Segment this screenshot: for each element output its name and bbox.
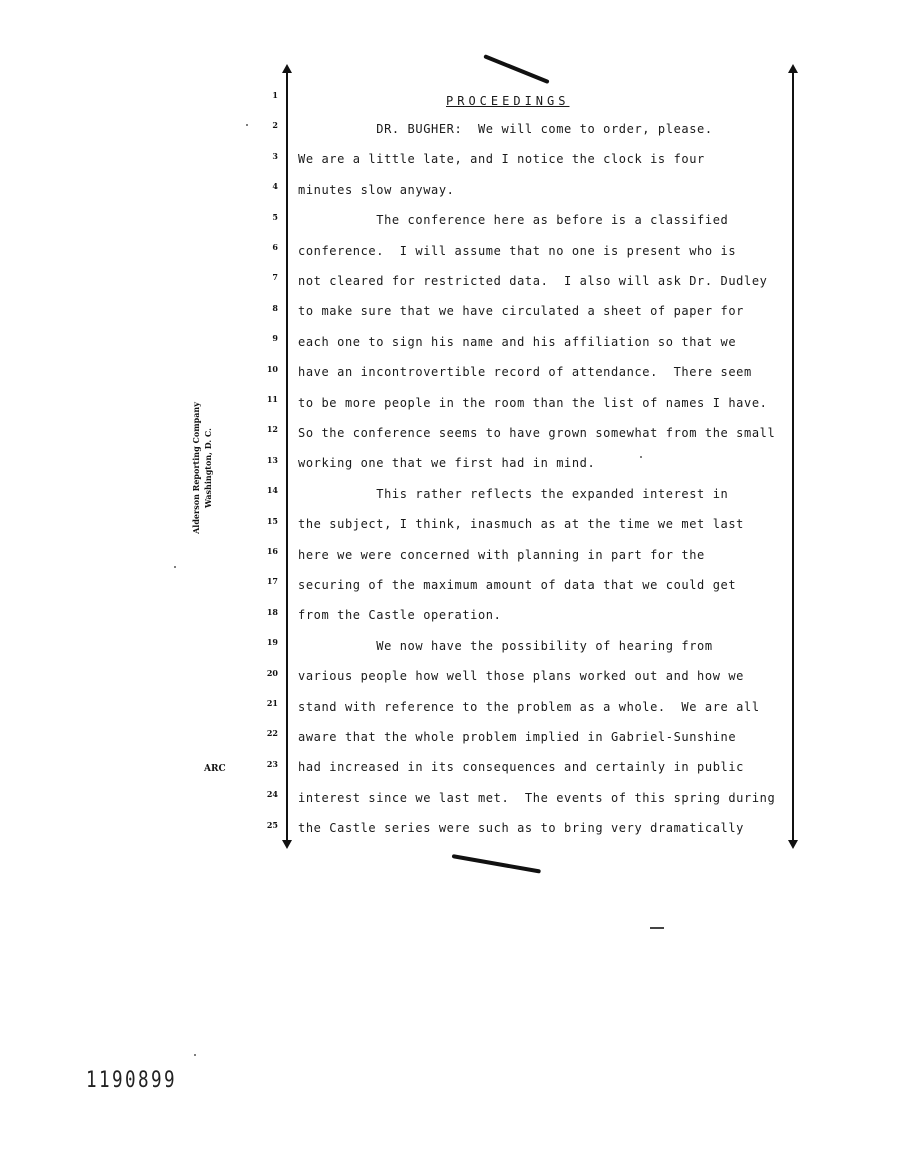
transcript-line: have an incontrovertible record of attendance. There seem xyxy=(298,365,752,380)
transcript-line: DR. BUGHER: We will come to order, please. xyxy=(298,122,713,136)
line-number: 21 xyxy=(266,698,278,708)
transcript-line: the Castle series were such as to bring very dramatically xyxy=(298,821,745,836)
bottom-slash-mark xyxy=(452,854,541,874)
line-number: 5 xyxy=(272,211,278,222)
transcript-line: had increased in its consequences and certainly in public xyxy=(298,760,745,775)
line-number: 7 xyxy=(272,272,278,283)
line-number: 20 xyxy=(266,667,278,678)
transcript-line: interest since we last met. The events of this spring during xyxy=(298,790,776,805)
line-number: 4 xyxy=(272,181,278,192)
transcript-line: conference. I will assume that no one is present who is xyxy=(298,243,737,258)
line-number: 16 xyxy=(266,546,278,556)
line-number: 19 xyxy=(266,637,278,648)
speck-mark xyxy=(640,456,642,458)
line-number: 9 xyxy=(272,333,278,344)
transcript-line: The conference here as before is a classified xyxy=(298,213,729,228)
stray-dash-mark xyxy=(650,927,664,929)
left-margin-rule xyxy=(286,72,288,842)
transcript-line: to be more people in the room than the list of names I have. xyxy=(298,395,768,410)
transcript-line: securing of the maximum amount of data that we could get xyxy=(298,578,737,592)
line-number: 17 xyxy=(266,576,278,587)
company-city: Washington, D. C. xyxy=(203,428,213,508)
transcript-line: the subject, I think, inasmuch as at the time we met last xyxy=(298,517,745,532)
transcript-line: aware that the whole problem implied in Gabriel-Sunshine xyxy=(298,730,737,744)
line-number: 12 xyxy=(266,424,278,435)
line-number: 15 xyxy=(266,515,278,526)
transcript-line: We are a little late, and I notice the clock is four xyxy=(298,152,705,167)
line-number: 1 xyxy=(272,90,278,100)
line-number: 10 xyxy=(266,363,278,374)
proceedings-heading: PROCEEDINGS xyxy=(446,94,570,108)
transcript-line: from the Castle operation. xyxy=(298,608,502,623)
line-number: 23 xyxy=(266,758,278,769)
transcript-line: working one that we first had in mind. xyxy=(298,456,596,471)
left-rule-arrow-down-icon xyxy=(282,840,292,849)
transcript-line: various people how well those plans worked out and how we xyxy=(298,669,745,684)
speck-mark xyxy=(246,124,248,126)
transcript-line: to make sure that we have circulated a sheet of paper for xyxy=(298,304,745,319)
right-margin-rule xyxy=(792,72,794,842)
transcript-line: So the conference seems to have grown somewhat from the small xyxy=(298,426,776,440)
line-number: 14 xyxy=(266,485,278,496)
top-slash-mark xyxy=(483,54,549,84)
transcript-line: stand with reference to the problem as a whole. We are all xyxy=(298,699,760,714)
speck-mark xyxy=(174,566,176,568)
transcript-line: minutes slow anyway. xyxy=(298,182,455,197)
line-number: 25 xyxy=(266,819,278,830)
line-number: 2 xyxy=(272,120,278,131)
line-number: 3 xyxy=(272,150,278,161)
speck-mark xyxy=(194,1054,196,1056)
reporting-company-label xyxy=(190,398,250,538)
line-number: 8 xyxy=(272,302,278,313)
transcript-line: here we were concerned with planning in part for the xyxy=(298,547,705,562)
transcript-line: This rather reflects the expanded interest in xyxy=(298,486,729,501)
line-number: 13 xyxy=(266,454,278,465)
transcript-line: We now have the possibility of hearing from xyxy=(298,638,713,653)
line-number: 22 xyxy=(266,728,278,739)
document-number: 1190899 xyxy=(86,1068,177,1093)
transcript-line: not cleared for restricted data. I also will ask Dr. Dudley xyxy=(298,274,768,288)
company-name: Alderson Reporting Company xyxy=(191,402,201,534)
margin-initials: ARC xyxy=(204,764,226,774)
line-number: 11 xyxy=(266,394,278,404)
right-rule-arrow-down-icon xyxy=(788,840,798,849)
line-number: 6 xyxy=(272,242,278,252)
line-number: 24 xyxy=(266,789,278,800)
transcript-line: each one to sign his name and his affiliation so that we xyxy=(298,334,737,349)
line-number: 18 xyxy=(266,606,278,617)
